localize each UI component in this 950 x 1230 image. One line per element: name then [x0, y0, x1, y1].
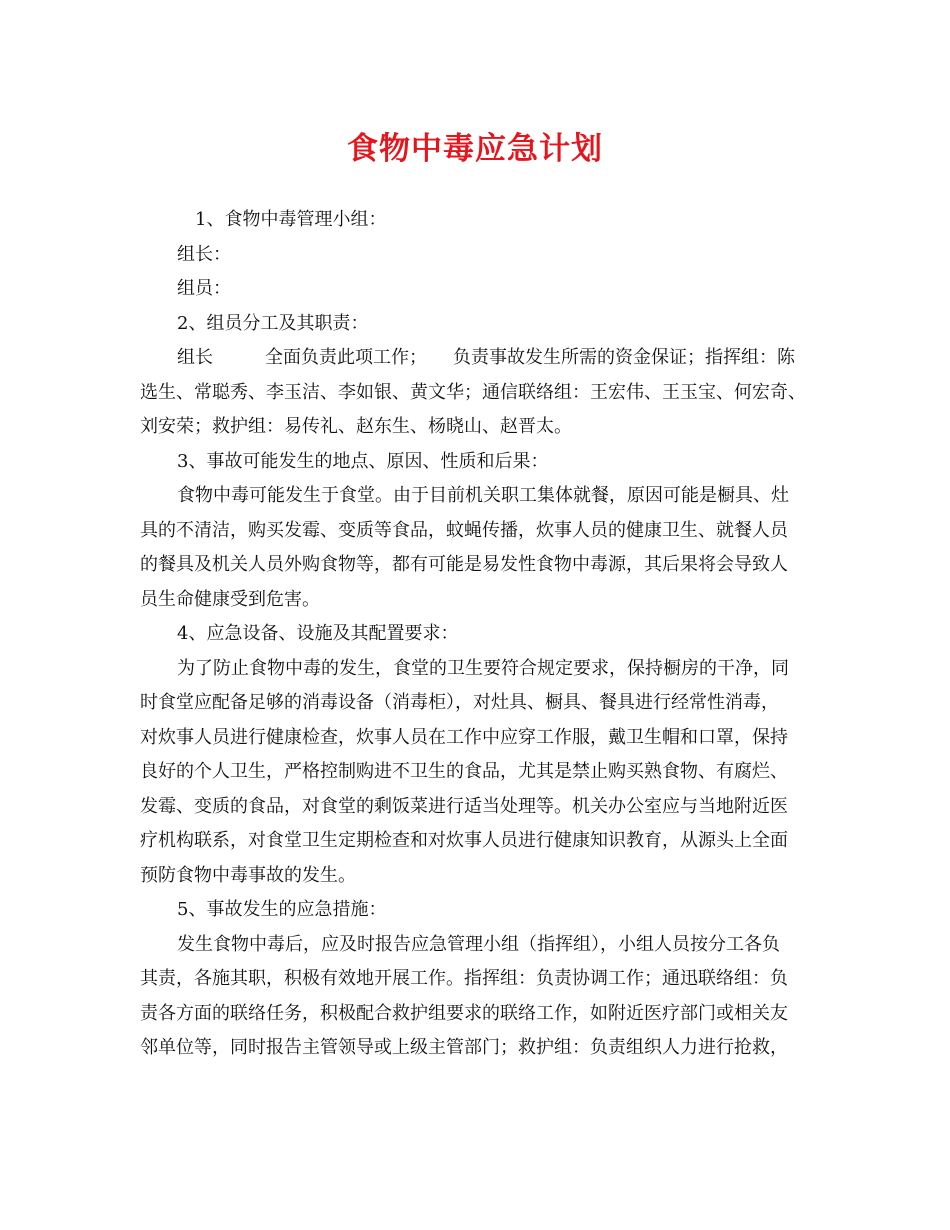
paragraph-line: 组员： — [177, 278, 231, 299]
paragraph-line: 刘安荣；救护组：易传礼、赵东生、杨晓山、赵晋太。 — [140, 416, 572, 437]
paragraph-line: 的餐具及机关人员外购食物等，都有可能是易发性食物中毒源，其后果将会导致人 — [140, 554, 788, 575]
paragraph-line: 食物中毒可能发生于食堂。由于目前机关职工集体就餐，原因可能是橱具、灶 — [177, 485, 789, 506]
role-duty: 全面负责此项工作； — [265, 347, 427, 368]
paragraph-line: 为了防止食物中毒的发生，食堂的卫生要符合规定要求，保持橱房的干净，同 — [177, 657, 789, 679]
section-heading-5: 5、事故发生的应急措施： — [177, 899, 387, 920]
paragraph-line: 具的不清洁，购买发霉、变质等食品，蚊蝇传播，炊事人员的健康卫生、就餐人员 — [140, 519, 788, 541]
paragraph-line: 邻单位等，同时报告主管领导或上级主管部门；救护组：负责组织人力进行抢救， — [140, 1037, 788, 1058]
paragraph-line: 预防食物中毒事故的发生。 — [140, 864, 356, 886]
document-title: 食物中毒应急计划 — [347, 131, 603, 167]
paragraph-line: 员生命健康受到危害。 — [140, 588, 320, 610]
section-heading-1: 1、食物中毒管理小组： — [195, 209, 387, 230]
section-heading-2: 2、组员分工及其职责： — [177, 312, 369, 334]
paragraph-line: 对炊事人员进行健康检查，炊事人员在工作中应穿工作服，戴卫生帽和口罩，保持 — [140, 726, 788, 748]
paragraph-line: 责各方面的联络任务，积极配合救护组要求的联络工作，如附近医疗部门或相关友 — [140, 1002, 788, 1024]
paragraph-line: 选生、常聪秀、李玉洁、李如银、黄文华；通信联络组：王宏伟、王玉宝、何宏奇、 — [140, 381, 806, 403]
paragraph-line: 良好的个人卫生，严格控制购进不卫生的食品，尤其是禁止购买熟食物、有腐烂、 — [140, 761, 788, 782]
paragraph-line: 发生食物中毒后，应及时报告应急管理小组（指挥组），小组人员按分工各负 — [177, 933, 780, 955]
section-heading-3: 3、事故可能发生的地点、原因、性质和后果： — [177, 450, 549, 472]
section-heading-4: 4、应急设备、设施及其配置要求： — [177, 623, 459, 644]
paragraph-line: 疗机构联系，对食堂卫生定期检查和对炊事人员进行健康知识教育，从源头上全面 — [140, 830, 788, 851]
role-label: 组长 — [177, 347, 213, 368]
paragraph-line: 发霉、变质的食品，对食堂的剩饭菜进行适当处理等。机关办公室应与当地附近医 — [140, 795, 788, 817]
paragraph-line: 组长： — [177, 243, 231, 265]
role-duty: 负责事故发生所需的资金保证；指挥组：陈 — [453, 347, 795, 368]
document-body — [140, 203, 830, 1066]
paragraph-line — [140, 341, 830, 376]
paragraph-line: 其责，各施其职，积极有效地开展工作。指挥组：负责协调工作；通迅联络组：负 — [140, 968, 788, 989]
paragraph-line: 时食堂应配备足够的消毒设备（消毒柜），对灶具、橱具、餐具进行经常性消毒， — [140, 692, 779, 713]
